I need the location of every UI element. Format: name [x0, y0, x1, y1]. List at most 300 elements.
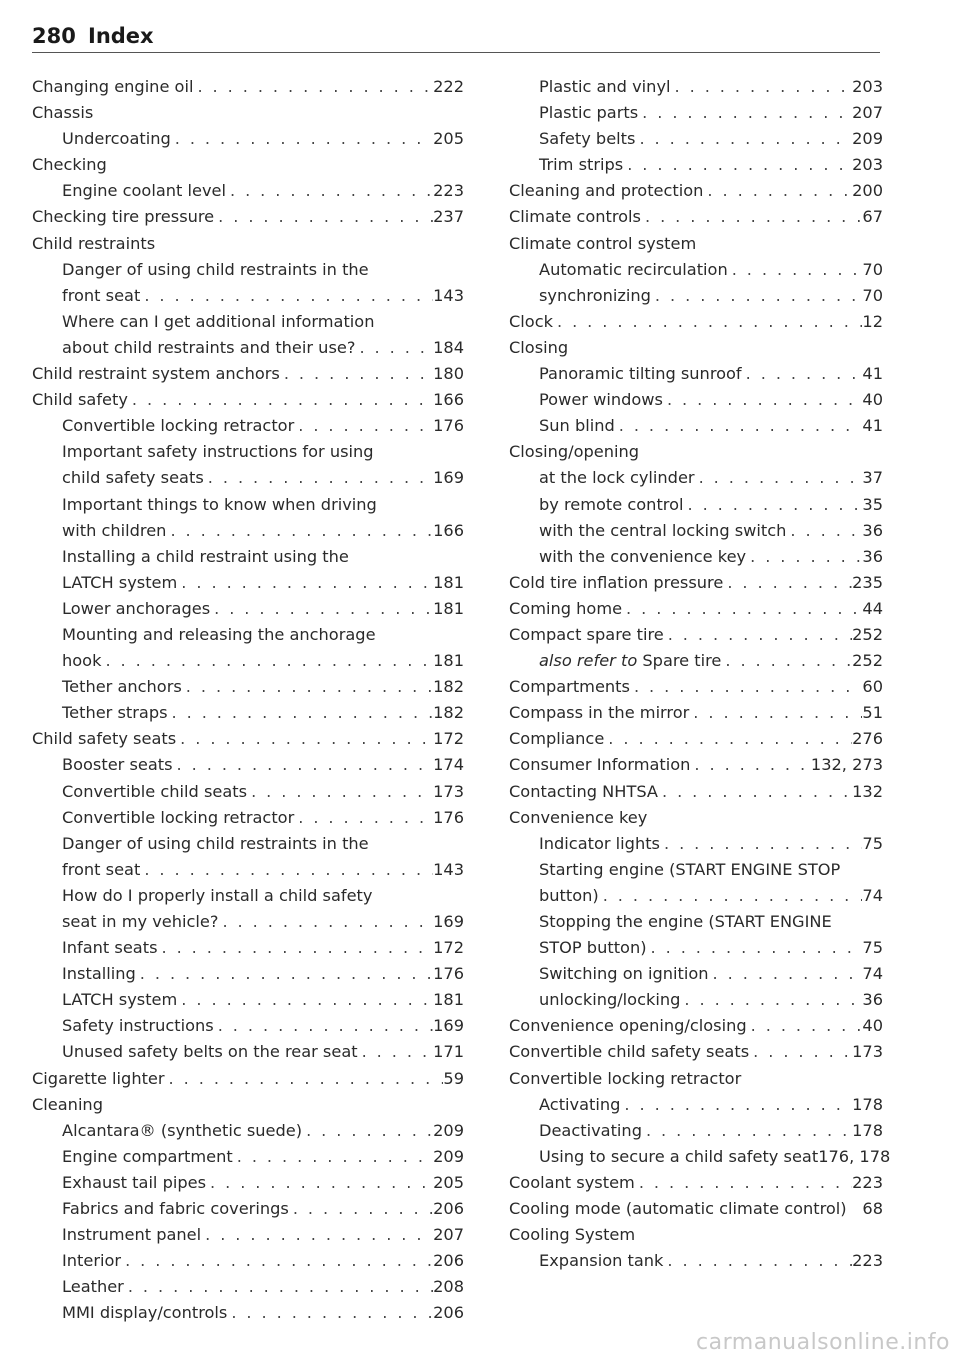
page-reference: 252: [852, 624, 883, 644]
page-reference: 206: [433, 1251, 464, 1271]
page-reference: 208: [433, 1277, 464, 1297]
page-reference: 203: [852, 77, 883, 96]
dot-leader: [638, 100, 852, 126]
index-entry: [509, 152, 883, 178]
index-entry-label: Power windows: [539, 390, 663, 410]
dot-leader: [664, 622, 852, 648]
index-entry: [509, 335, 883, 361]
dot-leader: [171, 126, 433, 152]
dot-leader: [233, 1144, 433, 1170]
index-entry-label: front seat: [62, 285, 141, 305]
index-entry: [509, 700, 883, 726]
dot-leader: [193, 74, 433, 100]
page-reference: 176, 178: [818, 1146, 891, 1166]
dot-leader: [658, 779, 852, 805]
index-entry-label: Compact spare tire: [509, 624, 664, 644]
page-reference: 40: [862, 1016, 883, 1036]
dot-leader: [355, 335, 433, 361]
index-entry: [509, 74, 883, 100]
index-entry: [509, 204, 883, 230]
index-entry-label: Convertible child seats: [62, 781, 248, 801]
page-reference: 169: [433, 1016, 464, 1036]
page-reference: 206: [433, 1303, 464, 1323]
dot-leader: [630, 674, 862, 700]
index-entry: [32, 283, 464, 309]
index-entry-label: Cigarette lighter: [32, 1068, 165, 1088]
index-entry-label: Fabrics and fabric coverings: [62, 1199, 289, 1219]
index-entry: [509, 857, 883, 883]
index-entry: [32, 439, 464, 465]
index-entry-label: Expansion tank: [539, 1251, 664, 1271]
index-entry-label: Undercoating: [62, 129, 171, 149]
index-entry-label: Exhaust tail pipes: [62, 1172, 207, 1192]
index-entry-label: Panoramic tilting sunroof: [539, 364, 742, 384]
dot-leader: [294, 413, 433, 439]
dot-leader: [210, 596, 433, 622]
dot-leader: [177, 570, 433, 596]
dot-leader: [635, 1170, 852, 1196]
dot-leader: [635, 126, 852, 152]
dot-leader: [680, 987, 862, 1013]
index-entry-label: [539, 648, 721, 674]
page-reference: 205: [433, 1172, 464, 1192]
index-entry-label: Unused safety belts on the rear seat: [62, 1042, 358, 1062]
index-entry-label: Activating: [539, 1094, 621, 1114]
index-entry-label: Checking tire pressure: [32, 207, 215, 227]
index-entry: [32, 779, 464, 805]
page-reference: 143: [433, 859, 464, 879]
page-reference: 237: [433, 207, 464, 227]
page-reference: 67: [862, 207, 883, 227]
index-entry-label: How do I properly install a child safety: [62, 885, 373, 905]
dot-leader: [247, 779, 433, 805]
index-entry: [509, 387, 883, 413]
index-entry-label: Cooling mode (automatic climate control): [509, 1199, 847, 1219]
index-entry: [32, 74, 464, 100]
page-reference: 209: [852, 129, 883, 149]
page-reference: 182: [433, 677, 464, 697]
index-entry-label: Child safety seats: [32, 729, 177, 749]
dot-leader: [749, 1039, 852, 1065]
index-entry-label: Important safety instructions for using: [62, 442, 374, 462]
dot-leader: [140, 857, 433, 883]
index-entry-label: Sun blind: [539, 416, 615, 436]
index-entry-label: Convertible child safety seats: [509, 1042, 750, 1062]
index-entry: [32, 361, 464, 387]
index-entry-label: Convenience opening/closing: [509, 1016, 747, 1036]
page-reference: 132: [852, 781, 883, 801]
page-reference: 36: [862, 546, 883, 566]
page-reference: 75: [862, 833, 883, 853]
index-entry-label: unlocking/locking: [539, 990, 681, 1010]
page-reference: 276: [852, 729, 883, 749]
index-entry: [509, 596, 883, 622]
index-entry-label: Tether straps: [62, 703, 168, 723]
index-entry: [32, 335, 464, 361]
header-rule: [32, 52, 880, 53]
index-entry-label: Consumer Information: [509, 755, 691, 775]
index-entry: [32, 622, 464, 648]
dot-leader: [641, 204, 862, 230]
index-entry: [32, 1013, 464, 1039]
dot-leader: [684, 492, 863, 518]
index-entry: [32, 492, 464, 518]
dot-leader: [695, 465, 863, 491]
page-reference: 182: [433, 703, 464, 723]
page-reference: 176: [433, 964, 464, 984]
index-entry-label: Safety instructions: [62, 1016, 214, 1036]
index-entry: [32, 831, 464, 857]
index-entry: [509, 257, 883, 283]
index-entry-label: seat in my vehicle?: [62, 912, 219, 931]
index-entry: [509, 648, 883, 674]
dot-leader: [214, 204, 433, 230]
dot-leader: [166, 518, 433, 544]
index-entry: [509, 883, 883, 909]
index-entry: [32, 413, 464, 439]
page-reference: 235: [852, 572, 883, 592]
index-entry-label: Child safety: [32, 390, 128, 410]
dot-leader: [124, 1274, 433, 1300]
index-entry: [32, 752, 464, 778]
index-entry: [509, 831, 883, 857]
dot-leader: [204, 465, 433, 491]
page-reference: 174: [433, 755, 464, 775]
page-reference: 41: [862, 416, 883, 436]
index-entry: [32, 152, 464, 178]
page-reference: 184: [433, 337, 464, 357]
index-entry-label: at the lock cylinder: [539, 468, 695, 488]
index-entry-label: Compass in the mirror: [509, 703, 690, 723]
dot-leader: [227, 1300, 433, 1326]
index-entry: [32, 544, 464, 570]
index-entry-label: with the central locking switch: [539, 520, 787, 540]
dot-leader: [294, 805, 433, 831]
index-entry-label: Child restraint system anchors: [32, 364, 280, 384]
index-entry-label: Child restraints: [32, 233, 156, 253]
index-entry: [509, 1170, 883, 1196]
index-entry: [32, 1170, 464, 1196]
page-reference: 178: [852, 1120, 883, 1140]
index-entry-label: Danger of using child restraints in the: [62, 259, 369, 279]
page-reference: 206: [433, 1199, 464, 1219]
index-entry: [32, 178, 464, 204]
index-entry: [509, 1118, 883, 1144]
index-entry: [32, 231, 464, 257]
index-column-right: [509, 74, 891, 1274]
index-entry-label: Tether anchors: [62, 677, 182, 697]
dot-leader: [302, 1118, 433, 1144]
dot-leader: [728, 257, 863, 283]
index-entry-label: Convenience key: [509, 807, 648, 827]
index-entry-label: Instrument panel: [62, 1225, 202, 1245]
index-entry-label: Compliance: [509, 729, 605, 749]
index-entry-label: Automatic recirculation: [539, 259, 728, 279]
page-reference: 74: [862, 964, 883, 984]
page-reference: 180: [433, 364, 464, 384]
index-entry: [32, 309, 464, 335]
index-entry: [32, 883, 464, 909]
index-entry-label: Closing/opening: [509, 442, 640, 462]
index-entry-label: Important things to know when driving: [62, 494, 377, 514]
index-entry-label: Installing a child restraint using the: [62, 546, 349, 566]
page-reference: 173: [433, 781, 464, 801]
index-entry: [509, 492, 883, 518]
index-entry: [509, 1222, 883, 1248]
page-reference: 36: [862, 520, 883, 540]
index-entry: [509, 413, 883, 439]
index-entry-label: Stopping the engine (START ENGINE: [539, 912, 832, 931]
index-entry-label: Alcantara® (synthetic suede): [62, 1120, 303, 1140]
page-reference: 74: [862, 885, 883, 905]
dot-leader: [553, 309, 862, 335]
index-entry: [32, 1066, 464, 1092]
cross-reference-prefix: also refer to: [539, 651, 638, 671]
dot-leader: [140, 283, 433, 309]
index-entry: [509, 622, 883, 648]
index-entry: [32, 726, 464, 752]
index-entry-label: Climate control system: [509, 233, 697, 253]
index-entry: [32, 518, 464, 544]
dot-leader: [615, 413, 863, 439]
dot-leader: [136, 961, 433, 987]
index-entry-label: Where can I get additional information: [62, 311, 375, 331]
page-reference: 223: [433, 181, 464, 201]
index-entry: [32, 387, 464, 413]
index-entry: [509, 726, 883, 752]
page-reference: 209: [433, 1120, 464, 1140]
index-entry: [509, 987, 883, 1013]
dot-leader: [214, 1013, 433, 1039]
index-entry-label: Convertible locking retractor: [62, 416, 295, 436]
page-reference: 181: [433, 572, 464, 592]
index-entry: [32, 961, 464, 987]
page-reference: 176: [433, 416, 464, 436]
dot-leader: [599, 883, 863, 909]
index-entry-label: Convertible locking retractor: [62, 807, 295, 827]
dot-leader: [201, 1222, 433, 1248]
page-reference: 207: [433, 1225, 464, 1245]
dot-leader: [620, 1092, 852, 1118]
index-entry: [32, 857, 464, 883]
dot-leader: [121, 1248, 433, 1274]
dot-leader: [786, 518, 862, 544]
index-entry: [509, 465, 883, 491]
index-entry: [509, 126, 883, 152]
index-entry: [32, 1144, 464, 1170]
index-entry-label: Infant seats: [62, 938, 158, 958]
index-entry: [509, 178, 883, 204]
page-reference: 223: [852, 1172, 883, 1192]
index-entry: [509, 283, 883, 309]
page-reference: 40: [862, 390, 883, 410]
index-entry: [509, 439, 883, 465]
index-entry: [32, 1196, 464, 1222]
index-entry-label: Engine coolant level: [62, 181, 226, 201]
dot-leader: [623, 152, 852, 178]
index-entry-label: Contacting NHTSA: [509, 781, 658, 801]
index-entry: [32, 935, 464, 961]
index-entry: [32, 700, 464, 726]
page-reference: 181: [433, 651, 464, 671]
index-entry: [509, 752, 883, 778]
watermark: carmanualsonline.info: [696, 1330, 950, 1355]
dot-leader: [660, 831, 862, 857]
page-reference: 51: [862, 703, 883, 723]
page-reference: 181: [433, 598, 464, 618]
page-reference: 60: [862, 677, 883, 697]
index-entry: [509, 100, 883, 126]
index-entry: [509, 961, 883, 987]
index-entry: [32, 1118, 464, 1144]
dot-leader: [709, 961, 863, 987]
dot-leader: [182, 674, 433, 700]
index-entry-label: Installing: [62, 964, 136, 984]
index-entry-label: LATCH system: [62, 572, 178, 592]
index-entry-label: Interior: [62, 1251, 122, 1271]
index-entry: [32, 100, 464, 126]
dot-leader: [642, 1118, 852, 1144]
index-entry: [509, 1066, 883, 1092]
page-reference: 173: [852, 1042, 883, 1062]
index-entry-label: Danger of using child restraints in the: [62, 833, 369, 853]
index-entry-label: Starting engine (START ENGINE STOP: [539, 859, 841, 879]
index-entry-label: Safety belts: [539, 129, 636, 149]
page-reference: 178: [852, 1094, 883, 1114]
dot-leader: [746, 544, 862, 570]
page-reference: 166: [433, 390, 464, 410]
index-entry-label: front seat: [62, 859, 141, 879]
index-entry: [32, 648, 464, 674]
dot-leader: [689, 700, 862, 726]
page-reference: 223: [852, 1251, 883, 1271]
index-entry-label: Mounting and releasing the anchorage: [62, 624, 376, 644]
page-reference: 44: [862, 598, 883, 618]
dot-leader: [622, 596, 862, 622]
index-entry: [32, 987, 464, 1013]
index-entry-label: by remote control: [539, 494, 684, 514]
index-entry: [509, 1144, 891, 1170]
dot-leader: [690, 752, 811, 778]
index-entry-label: Leather: [62, 1277, 124, 1297]
dot-leader: [168, 700, 434, 726]
index-entry: [32, 570, 464, 596]
index-entry-label: Cold tire inflation pressure: [509, 572, 724, 592]
index-entry-label: Indicator lights: [539, 833, 660, 853]
dot-leader: [289, 1196, 433, 1222]
page-number: 280: [32, 24, 76, 48]
dot-leader: [723, 570, 852, 596]
index-entry-label: Cleaning: [32, 1094, 103, 1114]
page-reference: 203: [852, 155, 883, 175]
page-header: [32, 22, 880, 54]
index-entry-label: Plastic parts: [539, 103, 639, 123]
index-entry-label: Compartments: [509, 677, 630, 697]
index-entry-label: Clock: [509, 311, 553, 331]
page-reference: 166: [433, 520, 464, 540]
dot-leader: [177, 987, 433, 1013]
index-entry-label: about child restraints and their use?: [62, 337, 356, 357]
dot-leader: [663, 1248, 852, 1274]
page-reference: 132, 273: [810, 755, 883, 775]
page-reference: 205: [433, 129, 464, 149]
section-title: Index: [88, 24, 154, 48]
index-entry: [32, 204, 464, 230]
page-reference: 143: [433, 285, 464, 305]
cross-reference-target: Spare tire: [642, 651, 722, 671]
dot-leader: [742, 361, 863, 387]
index-entry: [32, 1300, 464, 1326]
dot-leader: [358, 1039, 434, 1065]
dot-leader: [671, 74, 853, 100]
index-entry: [32, 1248, 464, 1274]
page-reference: 171: [433, 1042, 464, 1062]
index-entry: [509, 544, 883, 570]
index-entry: [509, 1013, 883, 1039]
page-reference: 35: [862, 494, 883, 514]
page-reference: 222: [433, 77, 464, 96]
dot-leader: [663, 387, 862, 413]
page-reference: 252: [852, 651, 883, 671]
index-entry: [32, 596, 464, 622]
index-column-left: [32, 74, 464, 1327]
page-reference: 169: [433, 468, 464, 488]
index-entry-label: Booster seats: [62, 755, 173, 775]
index-entry: [509, 518, 883, 544]
index-entry: [32, 805, 464, 831]
index-entry: [509, 674, 883, 700]
index-entry: [509, 570, 883, 596]
dot-leader: [721, 648, 852, 674]
index-entry: [509, 1039, 883, 1065]
index-entry: [32, 909, 464, 935]
page-reference: 12: [862, 311, 883, 331]
index-entry-label: Switching on ignition: [539, 964, 709, 984]
index-entry-label: Cleaning and protection: [509, 181, 704, 201]
dot-leader: [651, 283, 862, 309]
index-entry-label: MMI display/controls: [62, 1303, 228, 1323]
page-reference: 37: [862, 468, 883, 488]
dot-leader: [280, 361, 433, 387]
index-entry: [509, 909, 883, 935]
index-entry-label: with the convenience key: [539, 546, 747, 566]
page-reference: 172: [433, 938, 464, 958]
page-reference: 172: [433, 729, 464, 749]
dot-leader: [176, 726, 433, 752]
index-entry: [32, 1092, 464, 1118]
index-entry-label: Using to secure a child safety seat: [539, 1146, 819, 1166]
index-entry-label: hook: [62, 651, 102, 671]
index-entry-label: Engine compartment: [62, 1146, 233, 1166]
index-entry: [509, 231, 883, 257]
page-reference: 75: [862, 938, 883, 958]
index-entry-label: Coolant system: [509, 1172, 635, 1192]
index-entry-label: Lower anchorages: [62, 598, 211, 618]
page-reference: 200: [852, 181, 883, 201]
index-entry-label: Chassis: [32, 103, 94, 123]
page-reference: 169: [433, 912, 464, 931]
index-entry-label: Trim strips: [539, 155, 624, 175]
page-reference: 36: [862, 990, 883, 1010]
index-entry: [509, 1248, 883, 1274]
index-entry-label: with children: [62, 520, 167, 540]
index-entry-label: Changing engine oil: [32, 77, 194, 96]
page-reference: 181: [433, 990, 464, 1010]
index-entry: [509, 779, 883, 805]
index-entry: [32, 1222, 464, 1248]
page-reference: 59: [443, 1068, 464, 1088]
index-entry: [509, 805, 883, 831]
